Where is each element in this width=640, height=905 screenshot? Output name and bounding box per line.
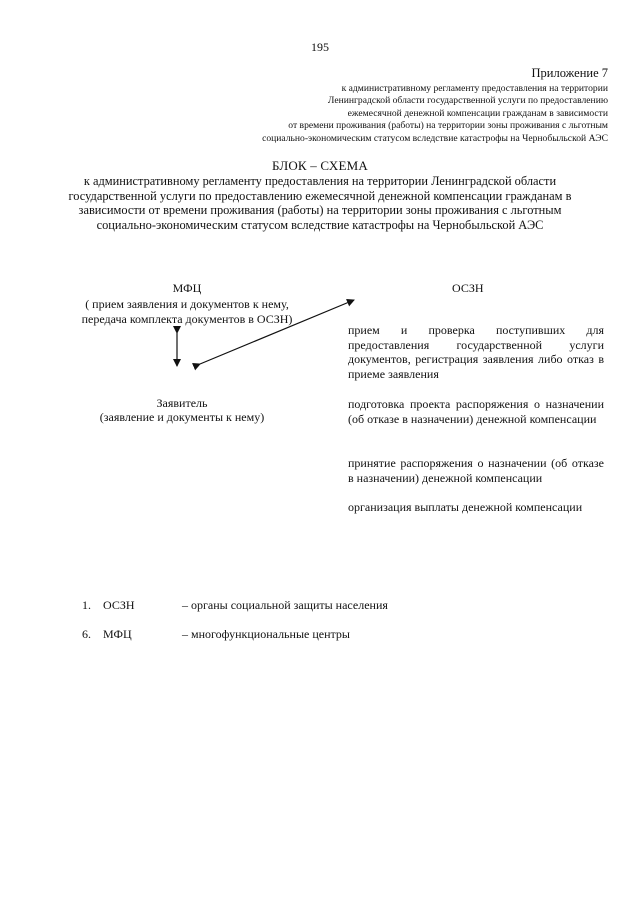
scheme-subtitle-line: социально-экономическим статусом вследствие катастрофы на Чернобыльской АЭС [96,217,544,232]
legend-item [82,627,350,642]
oszn-step: принятие распоряжения о назначении (об отказе в назначении) денежной компенсации [348,456,604,485]
oszn-step: организация выплаты денежной компенсации [348,500,583,514]
scheme-title: БЛОК – СХЕМА [271,158,369,173]
scheme-subtitle-line: зависимости от времени проживания (работы) на территории зоны проживания с льготным [78,203,562,218]
mfc-description-line: передача комплекта документов в ОСЗН) [81,311,293,326]
applicant-oszn-arrow [200,300,354,364]
legend-abbreviation: ОСЗН [103,598,135,612]
appendix-description-line: к административному регламенту предоставления на территории [341,83,608,94]
legend-item [82,598,388,613]
legend-abbreviation: МФЦ [103,627,132,641]
appendix-description-line: социально-экономическим статусом вследствие катастрофы на Чернобыльской АЭС [262,132,608,144]
legend-definition: – органы социальной защиты населения [182,598,388,612]
page-number: 195 [311,40,329,54]
oszn-step: прием и проверка поступивших для предоставления государственной услуги документов, регистрация заявления либо отказ в приеме заявления [348,323,604,381]
applicant-note: (заявление и документы к нему) [99,410,265,425]
mfc-description-line: ( прием заявления и документов к нему, [85,297,289,312]
scheme-subtitle-line: государственной услуги по предоставлению ежемесячной денежной компенсации гражданам в [68,188,572,203]
appendix-description-line: Ленинградской области государственной услуги по предоставлению [327,95,608,107]
appendix-description-line: ежемесячной денежной компенсации гражданам в зависимости [347,107,608,119]
legend-number: 1. [82,598,91,612]
legend-definition: – многофункциональные центры [182,627,350,641]
scheme-subtitle-line: к административному регламенту предоставления на территории Ленинградской области [83,174,557,188]
oszn-node: ОСЗН [452,281,484,295]
mfc-name: МФЦ [172,281,202,295]
appendix-description-line: от времени проживания (работы) на территории зоны проживания с льготным [288,120,608,132]
applicant-name: Заявитель [156,396,208,410]
oszn-step: подготовка проекта распоряжения о назначении (об отказе в назначении) денежной компенсации [348,397,604,426]
appendix-title: Приложение 7 [531,66,608,80]
legend-number: 6. [82,627,91,641]
